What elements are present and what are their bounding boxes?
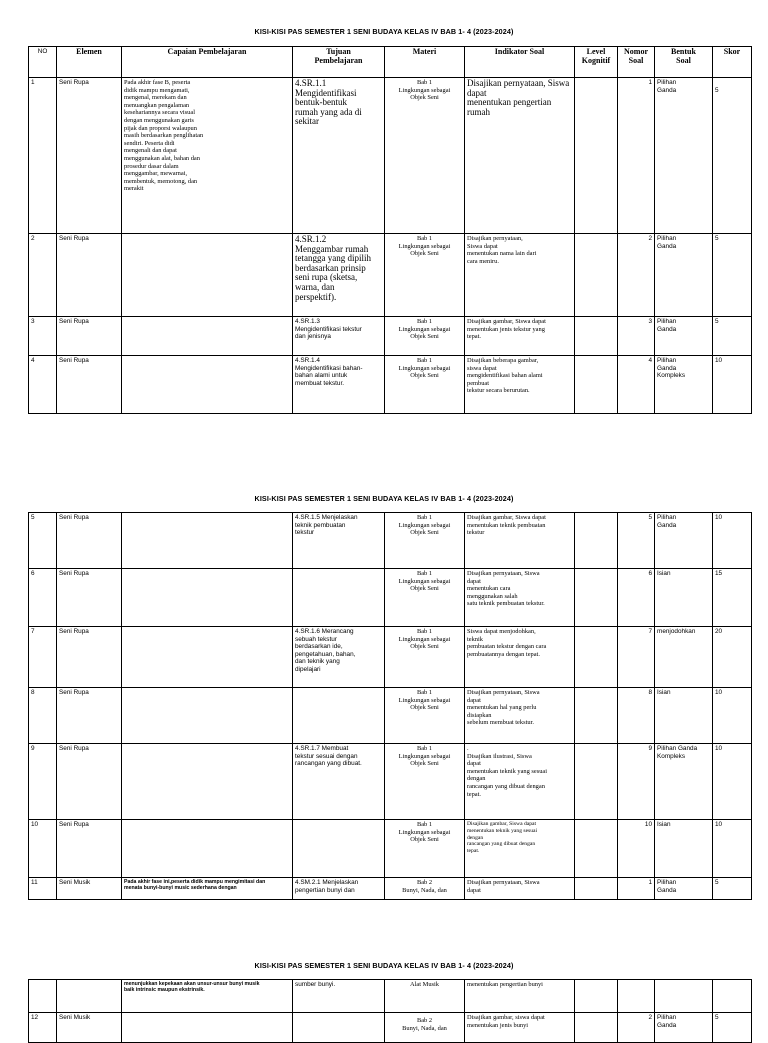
cell-level — [575, 317, 618, 356]
cell-nomor: 10 — [618, 820, 655, 878]
cell-bentuk: Isian — [655, 569, 713, 627]
table-row — [29, 627, 752, 688]
cell-capaian — [122, 820, 293, 878]
cell-capaian — [122, 569, 293, 627]
header-indikator: Indikator Soal — [465, 47, 575, 78]
cell-bentuk: Pilihan Ganda — [655, 513, 713, 569]
cell-materi: Bab 1 Lingkungan sebagai Objek Seni — [385, 317, 465, 356]
cell-capaian — [122, 317, 293, 356]
page-title: KISI-KISI PAS SEMESTER 1 SENI BUDAYA KELAS IV BAB 1- 4 (2023-2024) — [254, 961, 514, 970]
cell-tujuan: 4.SM.2.1 Menjelaskan pengertian bunyi dan — [293, 878, 385, 900]
cell-capaian — [122, 513, 293, 569]
cell-elemen: Seni Rupa — [57, 627, 122, 688]
cell-tujuan: 4.SR.1.6 Merancang sebuah tekstur berdasarkan ide, pengetahuan, bahan, dan teknik yang dipelajari — [293, 627, 385, 688]
cell-skor — [713, 980, 752, 1013]
table-row — [29, 1013, 752, 1043]
cell-bentuk: Isian — [655, 688, 713, 744]
cell-level — [575, 820, 618, 878]
cell-nomor: 6 — [618, 569, 655, 627]
table-row — [29, 820, 752, 878]
cell-materi: Bab 1 Lingkungan sebagai Objek Seni — [385, 627, 465, 688]
cell-no: 7 — [29, 627, 57, 688]
cell-nomor: 8 — [618, 688, 655, 744]
header-materi: Materi — [385, 47, 465, 78]
cell-materi: Alat Musik — [385, 980, 465, 1013]
cell-skor: 5 — [713, 234, 752, 317]
cell-bentuk: Pilihan Ganda — [655, 1013, 713, 1043]
cell-bentuk: Pilihan Ganda — [655, 317, 713, 356]
cell-indikator: Disajikan gambar, Siswa dapat menentukan jenis tekstur yang tepat. — [465, 317, 575, 356]
cell-indikator: Disajikan pernyataan, Siswa dapat menentukan nama lain dari cara meniru. — [465, 234, 575, 317]
header-level: Level Kognitif — [575, 47, 618, 78]
cell-no: 2 — [29, 234, 57, 317]
header-tujuan: Tujuan Pembelajaran — [293, 47, 385, 78]
kisi-kisi-table — [28, 46, 752, 414]
cell-skor: 5 — [713, 1013, 752, 1043]
table-header-row — [29, 47, 752, 78]
cell-indikator: menentukan pengertian bunyi — [465, 980, 575, 1013]
cell-level — [575, 234, 618, 317]
header-nomor: Nomor Soal — [618, 47, 655, 78]
cell-elemen: Seni Rupa — [57, 317, 122, 356]
cell-level — [575, 356, 618, 414]
header-no: NO — [29, 47, 57, 78]
header-skor: Skor — [713, 47, 752, 78]
cell-bentuk: Pilihan Ganda — [655, 78, 713, 234]
cell-no: 3 — [29, 317, 57, 356]
cell-tujuan — [293, 1013, 385, 1043]
cell-level — [575, 569, 618, 627]
cell-no: 12 — [29, 1013, 57, 1043]
cell-tujuan — [293, 688, 385, 744]
cell-no: 10 — [29, 820, 57, 878]
cell-capaian — [122, 688, 293, 744]
cell-no: 5 — [29, 513, 57, 569]
cell-elemen: Seni Rupa — [57, 688, 122, 744]
cell-no — [29, 980, 57, 1013]
cell-nomor: 1 — [618, 78, 655, 234]
cell-materi: Bab 1 Lingkungan sebagai Objek Seni — [385, 744, 465, 820]
cell-tujuan — [293, 569, 385, 627]
cell-materi: Bab 1 Lingkungan sebagai Objek Seni — [385, 356, 465, 414]
cell-bentuk: menjodohkan — [655, 627, 713, 688]
cell-indikator: Disajikan pernyataan, Siswa dapat menentukan pengertian rumah — [465, 78, 575, 234]
cell-skor: 5 — [713, 317, 752, 356]
cell-level — [575, 878, 618, 900]
cell-capaian: Pada akhir fase B, peserta didik mampu mengamati, mengenal, merekam dan menuangkan pengalaman kesehariannya secara visual dengan menggunakan garis pijak dan proporsi walaupun masih berdasarkan penglihatan sendiri. Peserta didi mengenali dan dapat menggunakan alat, bahan dan prosedur dasar dalam menggambar, mewarnai, membentuk, memotong, dan merakit — [122, 78, 293, 234]
header-bentuk: Bentuk Soal — [655, 47, 713, 78]
table-row — [29, 234, 752, 317]
cell-capaian: menunjukkan kepekaan akan unsur-unsur bunyi musik baik intrinsic maupun ekstrinsik. — [122, 980, 293, 1013]
kisi-kisi-table — [28, 512, 752, 900]
cell-skor: 10 — [713, 820, 752, 878]
cell-elemen: Seni Rupa — [57, 234, 122, 317]
cell-skor: 20 — [713, 627, 752, 688]
cell-tujuan: 4.SR.1.1 Mengidentifikasi bentuk-bentuk rumah yang ada di sekitar — [293, 78, 385, 234]
cell-level — [575, 980, 618, 1013]
cell-materi: Bab 1 Lingkungan sebagai Objek Seni — [385, 820, 465, 878]
cell-tujuan: 4.SR.1.7 Membuat tekstur sesuai dengan rancangan yang dibuat. — [293, 744, 385, 820]
page-title: KISI-KISI PAS SEMESTER 1 SENI BUDAYA KELAS IV BAB 1- 4 (2023-2024) — [254, 494, 514, 503]
cell-indikator: Disajikan beberapa gambar, siswa dapat mengidentifikasi bahan alami pembuat tekstur secara berurutan. — [465, 356, 575, 414]
cell-level — [575, 688, 618, 744]
header-capaian: Capaian Pembelajaran — [122, 47, 293, 78]
cell-materi: Bab 1 Lingkungan sebagai Objek Seni — [385, 78, 465, 234]
cell-no: 11 — [29, 878, 57, 900]
table-row — [29, 744, 752, 820]
cell-bentuk — [655, 980, 713, 1013]
cell-skor: 10 — [713, 356, 752, 414]
cell-elemen: Seni Rupa — [57, 356, 122, 414]
cell-level — [575, 627, 618, 688]
cell-indikator: Siswa dapat menjodohkan, teknik pembuatan tekstur dengan cara pembuatannya dengan tepat. — [465, 627, 575, 688]
cell-indikator: Disajikan gambar, Siswa dapat menentukan teknik pembuatan tekstur — [465, 513, 575, 569]
cell-nomor: 1 — [618, 878, 655, 900]
cell-indikator: Disajikan pernyataan, Siswa dapat menentukan hal yang perlu disiapkan sebelum membuat tekstur. — [465, 688, 575, 744]
cell-no: 1 — [29, 78, 57, 234]
cell-capaian — [122, 234, 293, 317]
cell-materi: Bab 1 Lingkungan sebagai Objek Seni — [385, 234, 465, 317]
cell-capaian: Pada akhir fase ini,peserta didik mampu mengimitasi dan menata bunyi-bunyi music sederhana dengan — [122, 878, 293, 900]
cell-materi: Bab 1 Lingkungan sebagai Objek Seni — [385, 688, 465, 744]
cell-no: 4 — [29, 356, 57, 414]
cell-nomor: 4 — [618, 356, 655, 414]
cell-elemen: Seni Rupa — [57, 820, 122, 878]
cell-skor: 15 — [713, 569, 752, 627]
cell-tujuan — [293, 820, 385, 878]
cell-tujuan: sumber bunyi. — [293, 980, 385, 1013]
cell-capaian — [122, 744, 293, 820]
cell-level — [575, 78, 618, 234]
cell-elemen: Seni Rupa — [57, 569, 122, 627]
cell-no: 8 — [29, 688, 57, 744]
cell-nomor — [618, 980, 655, 1013]
cell-bentuk: Pilihan Ganda Kompleks — [655, 356, 713, 414]
cell-materi: Bab 2 Bunyi, Nada, dan — [385, 878, 465, 900]
cell-no: 6 — [29, 569, 57, 627]
cell-skor: 5 — [713, 78, 752, 234]
cell-bentuk: Pilihan Ganda — [655, 878, 713, 900]
cell-nomor: 7 — [618, 627, 655, 688]
cell-skor: 5 — [713, 878, 752, 900]
table-row — [29, 513, 752, 569]
cell-elemen: Seni Musik — [57, 878, 122, 900]
cell-elemen — [57, 980, 122, 1013]
table-row-continued — [29, 980, 752, 1013]
cell-materi: Bab 1 Lingkungan sebagai Objek Seni — [385, 513, 465, 569]
cell-capaian — [122, 356, 293, 414]
cell-elemen: Seni Rupa — [57, 744, 122, 820]
cell-nomor: 2 — [618, 1013, 655, 1043]
cell-nomor: 9 — [618, 744, 655, 820]
cell-bentuk: Isian — [655, 820, 713, 878]
cell-tujuan: 4.SR.1.5 Menjelaskan teknik pembuatan tekstur — [293, 513, 385, 569]
cell-materi: Bab 2 Bunyi, Nada, dan — [385, 1013, 465, 1043]
cell-nomor: 3 — [618, 317, 655, 356]
cell-tujuan: 4.SR.1.2 Menggambar rumah tetangga yang dipilih berdasarkan prinsip seni rupa (sketsa, warna, dan perspektif). — [293, 234, 385, 317]
cell-level — [575, 1013, 618, 1043]
header-elemen: Elemen — [57, 47, 122, 78]
cell-elemen: Seni Rupa — [57, 513, 122, 569]
cell-elemen: Seni Rupa — [57, 78, 122, 234]
cell-tujuan: 4.SR.1.3 Mengidentifikasi tekstur dan jenisnya — [293, 317, 385, 356]
cell-nomor: 2 — [618, 234, 655, 317]
cell-level — [575, 513, 618, 569]
cell-materi: Bab 1 Lingkungan sebagai Objek Seni — [385, 569, 465, 627]
cell-skor: 10 — [713, 513, 752, 569]
cell-bentuk: Pilihan Ganda — [655, 234, 713, 317]
cell-elemen: Seni Musik — [57, 1013, 122, 1043]
cell-no: 9 — [29, 744, 57, 820]
cell-nomor: 5 — [618, 513, 655, 569]
table-row — [29, 356, 752, 414]
cell-tujuan: 4.SR.1.4 Mengidentifikasi bahan- bahan alami untuk membuat tekstur. — [293, 356, 385, 414]
cell-capaian — [122, 627, 293, 688]
page-title: KISI-KISI PAS SEMESTER 1 SENI BUDAYA KELAS IV BAB 1- 4 (2023-2024) — [254, 27, 514, 36]
cell-capaian — [122, 1013, 293, 1043]
cell-skor: 10 — [713, 744, 752, 820]
cell-bentuk: Pilihan Ganda Kompleks — [655, 744, 713, 820]
cell-indikator: Disajikan gambar, Siswa dapat menentukan teknik yang sesuai dengan rancangan yang dibuat dengan tepat. — [465, 820, 575, 878]
cell-level — [575, 744, 618, 820]
kisi-kisi-table — [28, 979, 752, 1043]
cell-indikator: Disajikan gambar, siswa dapat menentukan jenis bunyi — [465, 1013, 575, 1043]
cell-indikator: . Disajikan ilustrasi, Siswa dapat menentukan teknik yang sesuai dengan rancangan yang dibuat dengan tepat. — [465, 744, 575, 820]
table-row — [29, 569, 752, 627]
table-row — [29, 317, 752, 356]
table-row — [29, 78, 752, 234]
cell-indikator: Disajikan pernyataan, Siswa dapat menentukan cara menggunakan salah satu teknik pembuatan tekstur. — [465, 569, 575, 627]
cell-indikator: Disajikan pernyataan, Siswa dapat — [465, 878, 575, 900]
table-row — [29, 688, 752, 744]
cell-skor: 10 — [713, 688, 752, 744]
table-row — [29, 878, 752, 900]
